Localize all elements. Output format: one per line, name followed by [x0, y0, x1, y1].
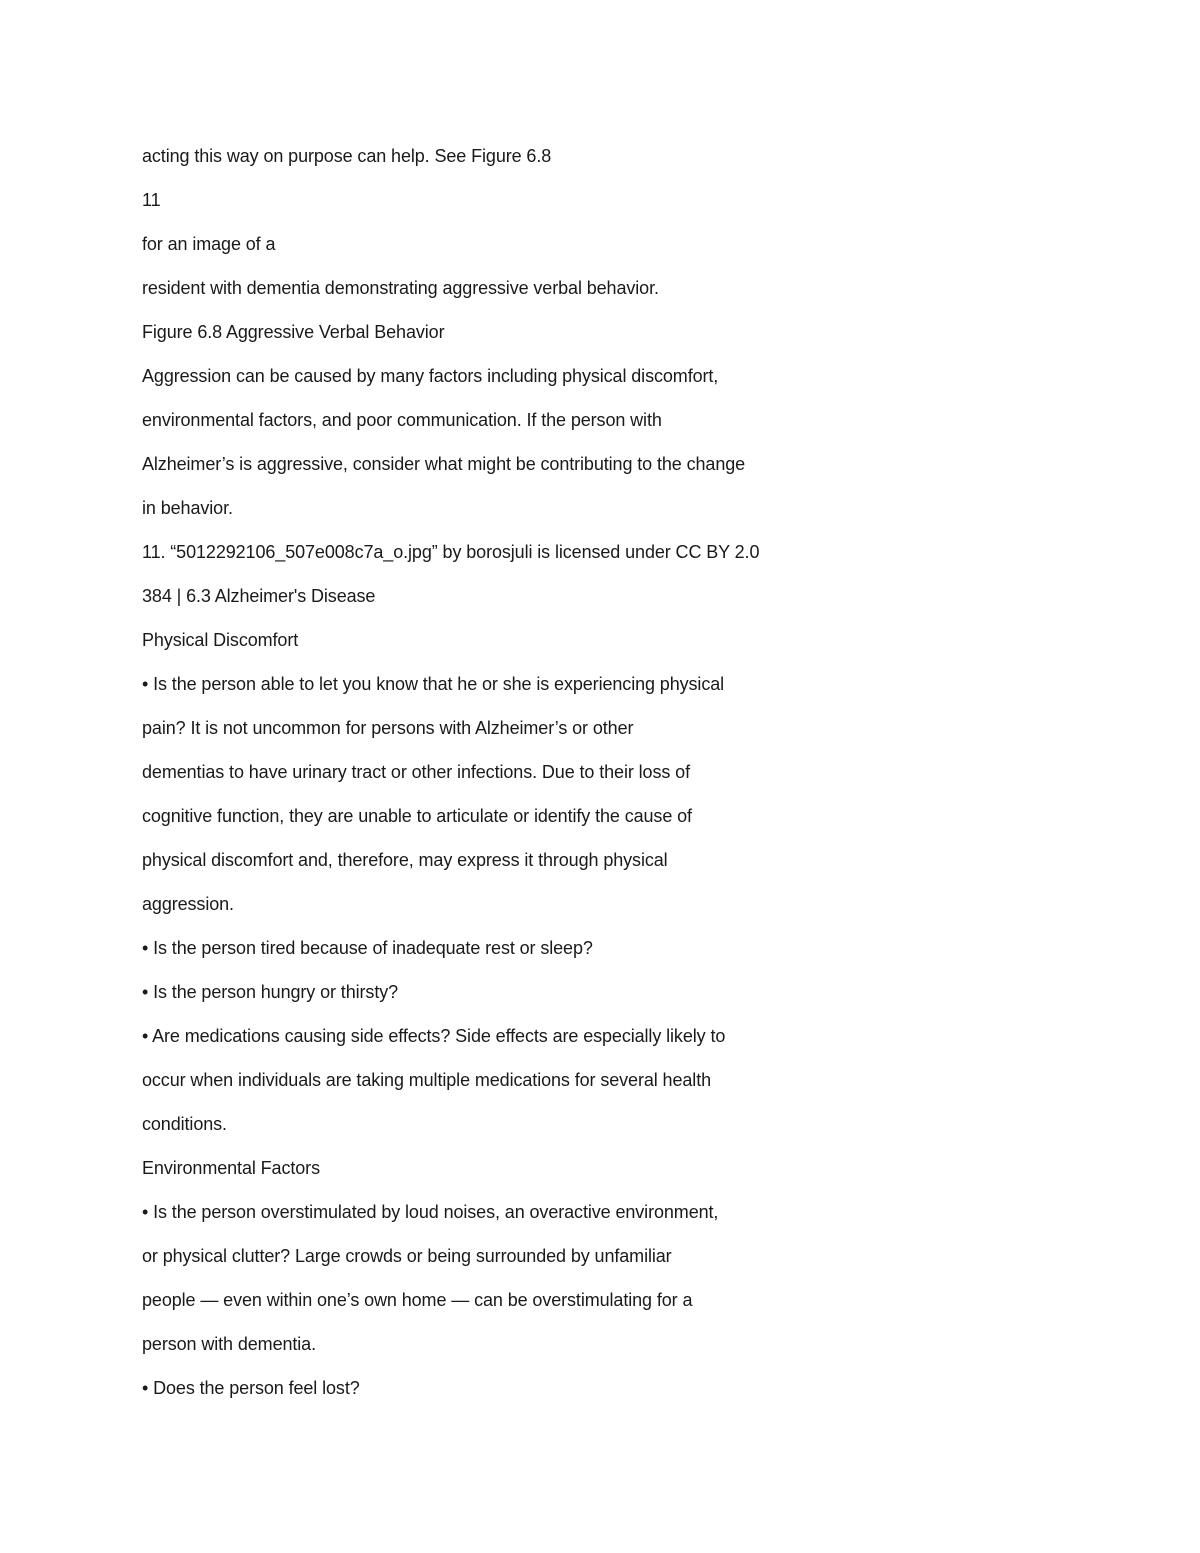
footnote: 11. “5012292106_507e008c7a_o.jpg” by borosjuli is licensed under CC BY 2.0 [142, 542, 760, 562]
section-heading: Physical Discomfort [142, 630, 299, 650]
bullet-line: • Are medications causing side effects? Side effects are especially likely to [142, 1026, 726, 1046]
bullet-line: • Does the person feel lost? [142, 1378, 360, 1398]
text-line: environmental factors, and poor communication. If the person with [142, 410, 662, 430]
text-line: physical discomfort and, therefore, may express it through physical [142, 850, 668, 870]
footnote-marker: 11 [142, 190, 161, 210]
text-line: person with dementia. [142, 1334, 316, 1354]
text-line: or physical clutter? Large crowds or being surrounded by unfamiliar [142, 1246, 672, 1266]
bullet-line: • Is the person tired because of inadequate rest or sleep? [142, 938, 593, 958]
text-line: cognitive function, they are unable to articulate or identify the cause of [142, 806, 692, 826]
text-line: people — even within one’s own home — can be overstimulating for a [142, 1290, 693, 1310]
bullet-line: • Is the person able to let you know that he or she is experiencing physical [142, 674, 725, 694]
bullet-line: • Is the person overstimulated by loud noises, an overactive environment, [142, 1202, 719, 1222]
figure-caption: Figure 6.8 Aggressive Verbal Behavior [142, 322, 445, 342]
text-line: Alzheimer’s is aggressive, consider what might be contributing to the change [142, 454, 746, 474]
text-line: dementias to have urinary tract or other infections. Due to their loss of [142, 762, 690, 782]
text-line: in behavior. [142, 498, 233, 518]
document-body [142, 139, 1042, 1415]
text-line: occur when individuals are taking multiple medications for several health [142, 1070, 711, 1090]
section-heading: Environmental Factors [142, 1158, 320, 1178]
text-line: aggression. [142, 894, 234, 914]
text-line: pain? It is not uncommon for persons with Alzheimer’s or other [142, 718, 634, 738]
text-line: for an image of a [142, 234, 276, 254]
text-line: acting this way on purpose can help. See Figure 6.8 [142, 146, 552, 166]
text-line: conditions. [142, 1114, 227, 1134]
bullet-line: • Is the person hungry or thirsty? [142, 982, 399, 1002]
page-footer: 384 | 6.3 Alzheimer's Disease [142, 586, 376, 606]
text-line: resident with dementia demonstrating aggressive verbal behavior. [142, 278, 659, 298]
text-line: Aggression can be caused by many factors including physical discomfort, [142, 366, 719, 386]
